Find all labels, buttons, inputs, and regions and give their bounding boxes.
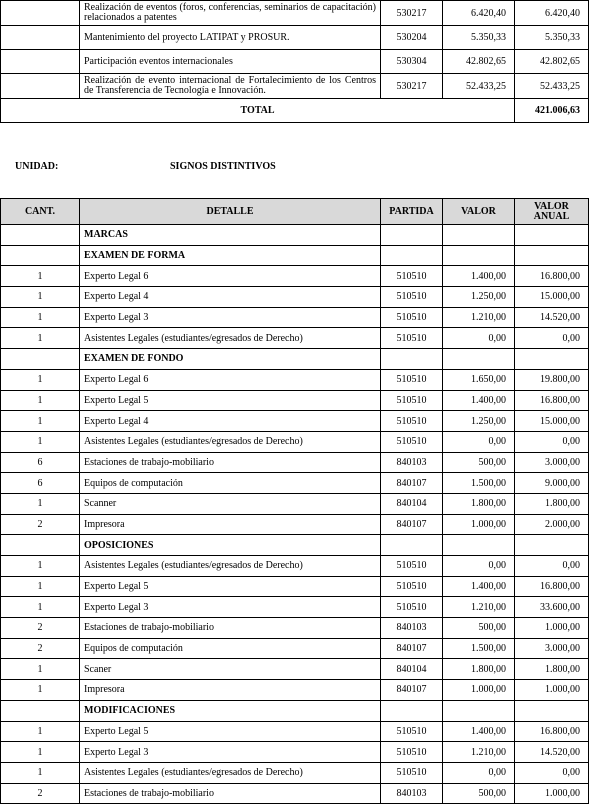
table-row — [1, 287, 589, 308]
valor-anual-cell: 0,00 — [515, 328, 589, 349]
valor-cell: 1.650,00 — [443, 369, 515, 390]
detail-cell: Experto Legal 5 — [80, 390, 381, 411]
valor-anual-cell: 33.600,00 — [515, 597, 589, 618]
valor-cell — [443, 349, 515, 370]
partida-cell: 510510 — [381, 411, 443, 432]
valor-cell: 0,00 — [443, 556, 515, 577]
cant-cell: 1 — [1, 659, 80, 680]
valor-anual-cell — [515, 700, 589, 721]
detail-cell: Asistentes Legales (estudiantes/egresados de Derecho) — [80, 762, 381, 783]
valor-cell — [443, 225, 515, 246]
valor-anual-cell: 6.420,40 — [515, 1, 589, 26]
cant-cell — [1, 349, 80, 370]
partida-cell: 510510 — [381, 369, 443, 390]
detail-cell: EXAMEN DE FONDO — [80, 349, 381, 370]
total-label: TOTAL — [1, 99, 515, 123]
table-row — [1, 431, 589, 452]
cant-cell: 2 — [1, 618, 80, 639]
partida-cell: 510510 — [381, 721, 443, 742]
detail-cell: Experto Legal 4 — [80, 411, 381, 432]
cant-cell: 1 — [1, 556, 80, 577]
valor-cell: 1.800,00 — [443, 493, 515, 514]
unidad-value: SIGNOS DISTINTIVOS — [170, 161, 276, 172]
valor-anual-cell: 1.800,00 — [515, 493, 589, 514]
detail-cell: Asistentes Legales (estudiantes/egresados de Derecho) — [80, 556, 381, 577]
valor-anual-cell: 2.000,00 — [515, 514, 589, 535]
table-row — [1, 597, 589, 618]
valor-cell: 500,00 — [443, 618, 515, 639]
valor-anual-cell: 0,00 — [515, 762, 589, 783]
valor-anual-cell — [515, 225, 589, 246]
valor-cell: 1.000,00 — [443, 514, 515, 535]
valor-anual-cell: 1.800,00 — [515, 659, 589, 680]
table-row — [1, 556, 589, 577]
cant-cell: 1 — [1, 328, 80, 349]
table-row — [1, 411, 589, 432]
partida-cell: 510510 — [381, 431, 443, 452]
partida-cell: 530304 — [381, 50, 443, 74]
cant-cell: 2 — [1, 514, 80, 535]
detail-cell: MARCAS — [80, 225, 381, 246]
valor-cell: 0,00 — [443, 328, 515, 349]
cant-cell: 1 — [1, 390, 80, 411]
valor-cell: 1.500,00 — [443, 638, 515, 659]
detail-cell: OPOSICIONES — [80, 535, 381, 556]
detail-cell: Experto Legal 3 — [80, 597, 381, 618]
partida-cell: 840107 — [381, 514, 443, 535]
table-row — [1, 26, 589, 50]
table-row — [1, 74, 589, 99]
total-row — [1, 99, 589, 123]
detail-cell: Realización de eventos (foros, conferencias, seminarios de capacitación) relacionados a patentes — [80, 1, 381, 26]
cant-cell: 1 — [1, 307, 80, 328]
valor-anual-cell: 16.800,00 — [515, 390, 589, 411]
valor-cell: 1.250,00 — [443, 411, 515, 432]
detail-cell: Estaciones de trabajo-mobiliario — [80, 618, 381, 639]
valor-cell: 500,00 — [443, 452, 515, 473]
detail-cell: Experto Legal 4 — [80, 287, 381, 308]
header-detalle: DETALLE — [80, 199, 381, 225]
section-row — [1, 535, 589, 556]
partida-cell: 510510 — [381, 390, 443, 411]
partida-cell: 510510 — [381, 556, 443, 577]
detail-cell: Scanner — [80, 493, 381, 514]
detail-cell: Experto Legal 3 — [80, 307, 381, 328]
table-row — [1, 266, 589, 287]
valor-anual-cell: 42.802,65 — [515, 50, 589, 74]
header-partida: PARTIDA — [381, 199, 443, 225]
detail-cell: Scaner — [80, 659, 381, 680]
table-row — [1, 328, 589, 349]
partida-cell: 840107 — [381, 473, 443, 494]
valor-anual-cell: 1.000,00 — [515, 618, 589, 639]
partida-cell: 510510 — [381, 287, 443, 308]
cant-cell: 1 — [1, 493, 80, 514]
table-row — [1, 390, 589, 411]
detail-cell: Mantenimiento del proyecto LATIPAT y PROSUR. — [80, 26, 381, 50]
table-row — [1, 50, 589, 74]
table-row — [1, 742, 589, 763]
cant-cell: 1 — [1, 742, 80, 763]
partida-cell: 840104 — [381, 659, 443, 680]
partida-cell: 840103 — [381, 452, 443, 473]
budget-continuation-table — [0, 0, 589, 123]
valor-anual-cell — [515, 535, 589, 556]
partida-cell: 840107 — [381, 680, 443, 701]
partida-cell: 840103 — [381, 783, 443, 804]
valor-anual-cell: 3.000,00 — [515, 452, 589, 473]
detail-cell: Impresora — [80, 680, 381, 701]
cant-cell: 1 — [1, 721, 80, 742]
cant-cell: 1 — [1, 431, 80, 452]
partida-cell — [381, 245, 443, 266]
table-row — [1, 721, 589, 742]
detail-cell: Asistentes Legales (estudiantes/egresados de Derecho) — [80, 328, 381, 349]
partida-cell — [381, 225, 443, 246]
table-row — [1, 680, 589, 701]
detail-cell: Participación eventos internacionales — [80, 50, 381, 74]
section-row — [1, 349, 589, 370]
valor-anual-cell: 1.000,00 — [515, 783, 589, 804]
table-row — [1, 576, 589, 597]
valor-anual-cell: 14.520,00 — [515, 742, 589, 763]
table-row — [1, 307, 589, 328]
valor-cell: 5.350,33 — [443, 26, 515, 50]
valor-anual-cell: 1.000,00 — [515, 680, 589, 701]
valor-anual-cell: 0,00 — [515, 431, 589, 452]
valor-anual-cell: 9.000,00 — [515, 473, 589, 494]
table-row — [1, 659, 589, 680]
detail-cell: Equipos de computación — [80, 473, 381, 494]
valor-cell — [443, 700, 515, 721]
cant-cell — [1, 1, 80, 26]
cant-cell — [1, 245, 80, 266]
cant-cell: 6 — [1, 452, 80, 473]
partida-cell: 530217 — [381, 1, 443, 26]
valor-anual-cell: 15.000,00 — [515, 411, 589, 432]
partida-cell: 510510 — [381, 742, 443, 763]
valor-anual-cell: 52.433,25 — [515, 74, 589, 99]
detail-cell: Estaciones de trabajo-mobiliario — [80, 452, 381, 473]
partida-cell: 840107 — [381, 638, 443, 659]
partida-cell: 510510 — [381, 762, 443, 783]
valor-anual-cell: 5.350,33 — [515, 26, 589, 50]
partida-cell: 530204 — [381, 26, 443, 50]
cant-cell — [1, 700, 80, 721]
partida-cell: 510510 — [381, 576, 443, 597]
valor-cell: 1.400,00 — [443, 390, 515, 411]
detail-cell: EXAMEN DE FORMA — [80, 245, 381, 266]
valor-cell: 1.210,00 — [443, 307, 515, 328]
valor-cell: 1.400,00 — [443, 576, 515, 597]
valor-anual-cell — [515, 349, 589, 370]
detail-cell: MODIFICACIONES — [80, 700, 381, 721]
section-row — [1, 225, 589, 246]
valor-cell — [443, 245, 515, 266]
detail-cell: Experto Legal 3 — [80, 742, 381, 763]
valor-cell: 1.800,00 — [443, 659, 515, 680]
unidad-line — [15, 161, 276, 172]
valor-anual-cell: 16.800,00 — [515, 721, 589, 742]
valor-cell: 42.802,65 — [443, 50, 515, 74]
partida-cell: 840104 — [381, 493, 443, 514]
cant-cell: 1 — [1, 411, 80, 432]
signos-distintivos-table — [0, 198, 589, 804]
detail-cell: Estaciones de trabajo-mobiliario — [80, 783, 381, 804]
partida-cell — [381, 535, 443, 556]
valor-cell: 6.420,40 — [443, 1, 515, 26]
table-row — [1, 493, 589, 514]
valor-cell: 0,00 — [443, 431, 515, 452]
cant-cell: 1 — [1, 597, 80, 618]
header-valor-anual: VALOR ANUAL — [515, 199, 589, 225]
table-row — [1, 514, 589, 535]
table-row — [1, 473, 589, 494]
cant-cell: 6 — [1, 473, 80, 494]
valor-anual-cell: 3.000,00 — [515, 638, 589, 659]
valor-cell: 500,00 — [443, 783, 515, 804]
partida-cell: 530217 — [381, 74, 443, 99]
cant-cell — [1, 225, 80, 246]
valor-cell: 1.210,00 — [443, 742, 515, 763]
total-value: 421.006,63 — [515, 99, 589, 123]
table-row — [1, 618, 589, 639]
partida-cell — [381, 349, 443, 370]
cant-cell: 1 — [1, 576, 80, 597]
detail-cell: Experto Legal 6 — [80, 369, 381, 390]
table-row — [1, 762, 589, 783]
table-row — [1, 638, 589, 659]
valor-cell: 0,00 — [443, 762, 515, 783]
valor-cell: 52.433,25 — [443, 74, 515, 99]
detail-cell: Experto Legal 5 — [80, 721, 381, 742]
partida-cell: 510510 — [381, 307, 443, 328]
header-cant: CANT. — [1, 199, 80, 225]
table-row — [1, 1, 589, 26]
detail-cell: Asistentes Legales (estudiantes/egresados de Derecho) — [80, 431, 381, 452]
header-valor: VALOR — [443, 199, 515, 225]
unidad-label: UNIDAD: — [15, 161, 59, 172]
cant-cell — [1, 74, 80, 99]
detail-cell: Experto Legal 6 — [80, 266, 381, 287]
valor-cell: 1.000,00 — [443, 680, 515, 701]
cant-cell: 1 — [1, 369, 80, 390]
partida-cell: 510510 — [381, 266, 443, 287]
cant-cell: 1 — [1, 762, 80, 783]
valor-anual-cell: 15.000,00 — [515, 287, 589, 308]
valor-anual-cell: 14.520,00 — [515, 307, 589, 328]
partida-cell — [381, 700, 443, 721]
cant-cell: 2 — [1, 783, 80, 804]
partida-cell: 510510 — [381, 597, 443, 618]
table-row — [1, 783, 589, 804]
valor-cell: 1.400,00 — [443, 266, 515, 287]
valor-cell — [443, 535, 515, 556]
valor-anual-cell — [515, 245, 589, 266]
valor-anual-cell: 16.800,00 — [515, 576, 589, 597]
cant-cell — [1, 26, 80, 50]
cant-cell: 1 — [1, 287, 80, 308]
valor-cell: 1.500,00 — [443, 473, 515, 494]
cant-cell — [1, 535, 80, 556]
detail-cell: Experto Legal 5 — [80, 576, 381, 597]
detail-cell: Realización de evento internacional de Fortalecimiento de los Centros de Transferencia de Tecnología e Innovación. — [80, 74, 381, 99]
section-row — [1, 700, 589, 721]
cant-cell: 1 — [1, 266, 80, 287]
cant-cell — [1, 50, 80, 74]
detail-cell: Equipos de computación — [80, 638, 381, 659]
valor-anual-cell: 16.800,00 — [515, 266, 589, 287]
valor-anual-cell: 19.800,00 — [515, 369, 589, 390]
valor-anual-cell: 0,00 — [515, 556, 589, 577]
cant-cell: 1 — [1, 680, 80, 701]
valor-cell: 1.250,00 — [443, 287, 515, 308]
valor-cell: 1.210,00 — [443, 597, 515, 618]
table-row — [1, 452, 589, 473]
cant-cell: 2 — [1, 638, 80, 659]
partida-cell: 840103 — [381, 618, 443, 639]
valor-cell: 1.400,00 — [443, 721, 515, 742]
section-row — [1, 245, 589, 266]
detail-cell: Impresora — [80, 514, 381, 535]
table-row — [1, 369, 589, 390]
table-header-row — [1, 199, 589, 225]
partida-cell: 510510 — [381, 328, 443, 349]
